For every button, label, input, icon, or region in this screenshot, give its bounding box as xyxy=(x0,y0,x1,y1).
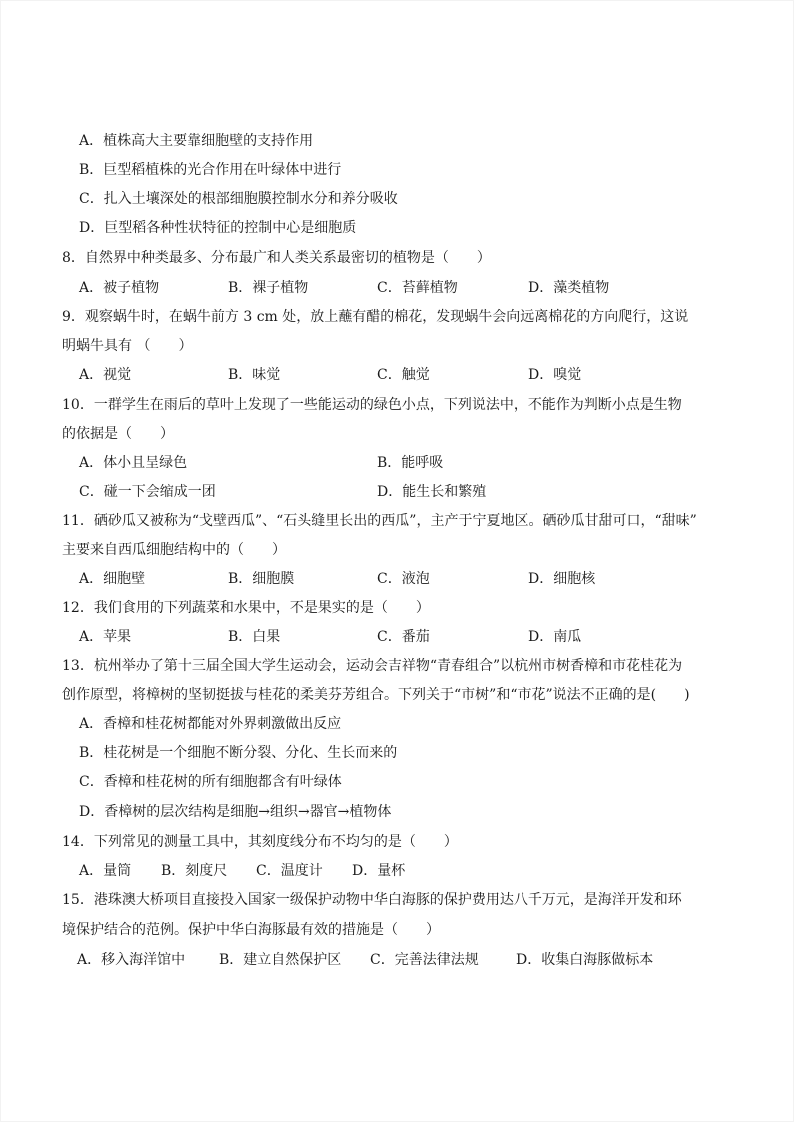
q13-option-d: D．香樟树的层次结构是细胞→组织→器官→植物体 xyxy=(79,804,392,820)
q7-option-d: D．巨型稻各种性状特征的控制中心是细胞质 xyxy=(79,220,357,236)
q9-option-b: B．味觉 xyxy=(228,367,281,383)
q8-stem: 8．自然界中种类最多、分布最广和人类关系最密切的植物是（ ） xyxy=(62,250,491,266)
q8-option-b: B．裸子植物 xyxy=(228,280,309,296)
q9-stem-line1: 9．观察蜗牛时，在蜗牛前方 3 cm 处，放上蘸有醋的棉花，发现蜗牛会向远离棉花的方向爬行，这说 xyxy=(62,309,689,325)
q10-option-d: D．能生长和繁殖 xyxy=(377,484,487,500)
q9-option-d: D．嗅觉 xyxy=(528,367,582,383)
q9-stem-line2: 明蜗牛具有 （ ） xyxy=(62,338,193,354)
q10-stem-line2: 的依据是（ ） xyxy=(62,426,174,442)
q10-stem-line1: 10．一群学生在雨后的草叶上发现了一些能运动的绿色小点，下列说法中，不能作为判断小点是生物 xyxy=(62,397,682,413)
q11-stem-line1: 11．硒砂瓜又被称为“戈壁西瓜”、“石头缝里长出的西瓜”，主产于宁夏地区。硒砂瓜甘甜可口，“甜味” xyxy=(62,513,697,529)
q12-option-d: D．南瓜 xyxy=(528,629,582,645)
q14-option-d: D．量杯 xyxy=(352,863,406,879)
q7-option-a: A．植株高大主要靠细胞壁的支持作用 xyxy=(79,133,314,149)
q12-stem: 12．我们食用的下列蔬菜和水果中，不是果实的是（ ） xyxy=(62,600,430,616)
q8-option-a: A．被子植物 xyxy=(79,280,160,296)
q15-option-d: D．收集白海豚做标本 xyxy=(516,952,654,968)
q11-option-b: B．细胞膜 xyxy=(228,571,295,587)
q10-option-c: C．碰一下会缩成一团 xyxy=(79,484,216,500)
q8-option-d: D．藻类植物 xyxy=(528,280,610,296)
q14-option-b: B．刻度尺 xyxy=(161,863,228,879)
q14-option-a: A．量筒 xyxy=(79,863,132,879)
q13-stem-line2: 创作原型，将樟树的坚韧挺拔与桂花的柔美芬芳组合。下列关于“市树”和“市花”说法不正确的是( ) xyxy=(62,687,690,703)
q14-stem: 14．下列常见的测量工具中，其刻度线分布不均匀的是（ ） xyxy=(62,834,458,850)
q11-option-c: C．液泡 xyxy=(377,571,430,587)
q13-stem-line1: 13．杭州举办了第十三届全国大学生运动会，运动会吉祥物“青春组合”以杭州市树香樟和市花桂花为 xyxy=(62,658,683,674)
q9-option-a: A．视觉 xyxy=(79,367,132,383)
q15-option-c: C．完善法律法规 xyxy=(370,952,479,968)
q15-option-a: A．移入海洋馆中 xyxy=(77,952,186,968)
q15-stem-line2: 境保护结合的范例。保护中华白海豚最有效的措施是（ ） xyxy=(62,922,440,938)
q10-option-a: A．体小且呈绿色 xyxy=(79,455,188,471)
q13-option-b: B．桂花树是一个细胞不断分裂、分化、生长而来的 xyxy=(79,745,398,761)
q7-option-c: C．扎入土壤深处的根部细胞膜控制水分和养分吸收 xyxy=(79,191,398,207)
q15-option-b: B．建立自然保护区 xyxy=(219,952,342,968)
q13-option-c: C．香樟和桂花树的所有细胞都含有叶绿体 xyxy=(79,774,342,790)
q10-option-b: B．能呼吸 xyxy=(377,455,444,471)
q11-stem-line2: 主要来自西瓜细胞结构中的（ ） xyxy=(62,542,286,558)
q12-option-c: C．番茄 xyxy=(377,629,430,645)
q15-stem-line1: 15．港珠澳大桥项目直接投入国家一级保护动物中华白海豚的保护费用达八千万元，是海洋开发和环 xyxy=(62,892,682,908)
q12-option-a: A．苹果 xyxy=(79,629,132,645)
q9-option-c: C．触觉 xyxy=(377,367,430,383)
q8-option-c: C．苔藓植物 xyxy=(377,280,458,296)
q11-option-a: A．细胞壁 xyxy=(79,571,146,587)
q13-option-a: A．香樟和桂花树都能对外界刺激做出反应 xyxy=(79,716,342,732)
q7-option-b: B．巨型稻植株的光合作用在叶绿体中进行 xyxy=(79,162,342,178)
q14-option-c: C．温度计 xyxy=(256,863,323,879)
q11-option-d: D．细胞核 xyxy=(528,571,596,587)
q12-option-b: B．白果 xyxy=(228,629,281,645)
